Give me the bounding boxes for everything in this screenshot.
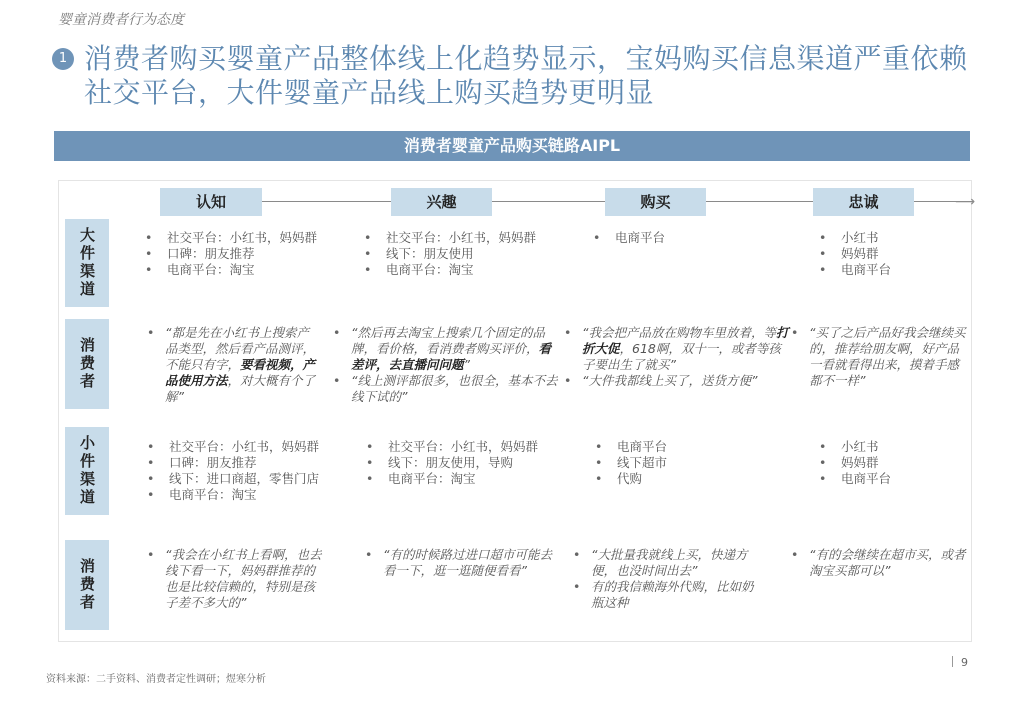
source-note: 资料来源：二手资料、消费者定性调研；煜寒分析: [46, 674, 266, 685]
channel-item: • 电商平台: [595, 439, 775, 455]
small-consumer-purchase: [573, 547, 763, 611]
consumer-quote: [573, 579, 763, 611]
quote-text: ，对大概有个了解”: [165, 373, 316, 404]
quote-text: “然后再去淘宝上搜索几个固定的品牌，看价格，看消费者购买评价，: [351, 325, 545, 356]
channel-item: • 线下：朋友使用: [364, 246, 574, 262]
consumer-quote: [564, 325, 789, 373]
large-channel-awareness: [145, 230, 355, 278]
channel-item: • 电商平台: [819, 471, 959, 487]
channel-item: • 社交平台：小红书，妈妈群: [145, 230, 355, 246]
channel-item: • 妈妈群: [819, 246, 959, 262]
channel-item: • 小红书: [819, 439, 959, 455]
large-consumer-loyalty: [791, 325, 971, 389]
stage-interest: 兴趣: [391, 188, 492, 216]
channel-item: • 电商平台：淘宝: [366, 471, 581, 487]
consumer-quote: [147, 547, 327, 611]
small-consumer-loyalty: [791, 547, 971, 579]
channel-item: • 口碑：朋友推荐: [145, 246, 355, 262]
quote-text: 有的我信赖海外代购，比如奶瓶这种: [591, 579, 754, 610]
chart-banner: 消费者婴童产品购买链路AIPL: [54, 131, 970, 161]
quote-emphasis: 看差评，去直播问问题: [351, 341, 552, 372]
small-consumer-awareness: [147, 547, 327, 611]
small-consumer-interest: [365, 547, 555, 579]
quote-text: “我会在小红书上看啊，也去线下看一下，妈妈群推荐的也是比较信赖的，特别是孩子差不多大的”: [165, 547, 322, 610]
large-consumer-purchase: [564, 325, 789, 389]
consumer-quote: [333, 373, 558, 405]
quote-emphasis: 打折大促: [582, 325, 789, 356]
quote-text: “有的时候路过进口超市可能去看一下，逛一逛随便看看”: [383, 547, 552, 578]
quote-text: “我会把产品放在购物车里放着，等: [582, 325, 776, 340]
consumer-quote: [564, 373, 789, 389]
quote-text: “大批量我就线上买，快递方便，也没时间出去”: [591, 547, 748, 578]
large-channel-loyalty: [819, 230, 959, 278]
stage-purchase: 购买: [605, 188, 706, 216]
channel-item: • 电商平台: [593, 230, 793, 246]
page-number-text: 9: [961, 656, 968, 669]
quote-emphasis: 要看视频，产品使用方法: [165, 357, 316, 388]
channel-item: • 社交平台：小红书，妈妈群: [366, 439, 581, 455]
quote-text: ，618啊，双十一，或者等孩子要出生了就买”: [582, 341, 781, 372]
channel-item: • 电商平台：淘宝: [147, 487, 372, 503]
row-label-small-consumer: 消费者: [65, 540, 109, 630]
consumer-quote: [333, 325, 558, 373]
consumer-quote: [147, 325, 319, 405]
channel-item: • 电商平台：淘宝: [145, 262, 355, 278]
small-channel-awareness: [147, 439, 372, 503]
small-channel-purchase: [595, 439, 775, 487]
small-channel-interest: [366, 439, 581, 487]
channel-item: • 社交平台：小红书，妈妈群: [364, 230, 574, 246]
large-channel-purchase: [593, 230, 793, 246]
row-label-small-channel: 小件渠道: [65, 427, 109, 515]
section-label: 婴童消费者行为态度: [58, 12, 184, 28]
channel-item: • 小红书: [819, 230, 959, 246]
number-badge: 1: [52, 48, 74, 70]
quote-text: “大件我都线上买了，送货方便”: [582, 373, 758, 388]
channel-item: • 社交平台：小红书，妈妈群: [147, 439, 372, 455]
stage-awareness: 认知: [160, 188, 262, 216]
channel-item: • 代购: [595, 471, 775, 487]
quote-text: ”: [463, 357, 470, 372]
quote-text: “买了之后产品好我会继续买的，推荐给朋友啊，好产品一看就看得出来，摸着手感都不一样”: [809, 325, 966, 388]
channel-item: • 口碑：朋友推荐: [147, 455, 372, 471]
headline-text: 消费者购买婴童产品整体线上化趋势显示，宝妈购买信息渠道严重依赖社交平台，大件婴童产品线上购买趋势更明显: [84, 42, 968, 109]
row-label-large-channel: 大件渠道: [65, 219, 109, 307]
channel-item: • 线下超市: [595, 455, 775, 471]
stage-loyalty: 忠诚: [813, 188, 914, 216]
consumer-quote: [573, 547, 763, 579]
channel-item: • 电商平台：淘宝: [364, 262, 574, 278]
large-consumer-interest: [333, 325, 558, 405]
channel-item: • 线下：朋友使用，导购: [366, 455, 581, 471]
page-number: [952, 656, 968, 669]
channel-item: • 线下：进口商超，零售门店: [147, 471, 372, 487]
large-channel-interest: [364, 230, 574, 278]
large-consumer-awareness: [147, 325, 319, 405]
page-divider: [952, 656, 953, 667]
consumer-quote: [791, 325, 971, 389]
small-channel-loyalty: [819, 439, 959, 487]
row-label-large-consumer: 消费者: [65, 319, 109, 409]
channel-item: • 电商平台: [819, 262, 959, 278]
headline: [52, 42, 982, 110]
aipl-panel: [58, 180, 976, 642]
consumer-quote: [791, 547, 971, 579]
quote-text: “有的会继续在超市买，或者淘宝买都可以”: [809, 547, 966, 578]
arrow-right-icon: ⟶: [955, 194, 976, 210]
channel-item: • 妈妈群: [819, 455, 959, 471]
quote-text: “线上测评都很多，也很全，基本不去线下试的”: [351, 373, 558, 404]
quote-text: “都是先在小红书上搜索产品类型，然后看产品测评，不能只有字，: [165, 325, 316, 372]
consumer-quote: [365, 547, 555, 579]
